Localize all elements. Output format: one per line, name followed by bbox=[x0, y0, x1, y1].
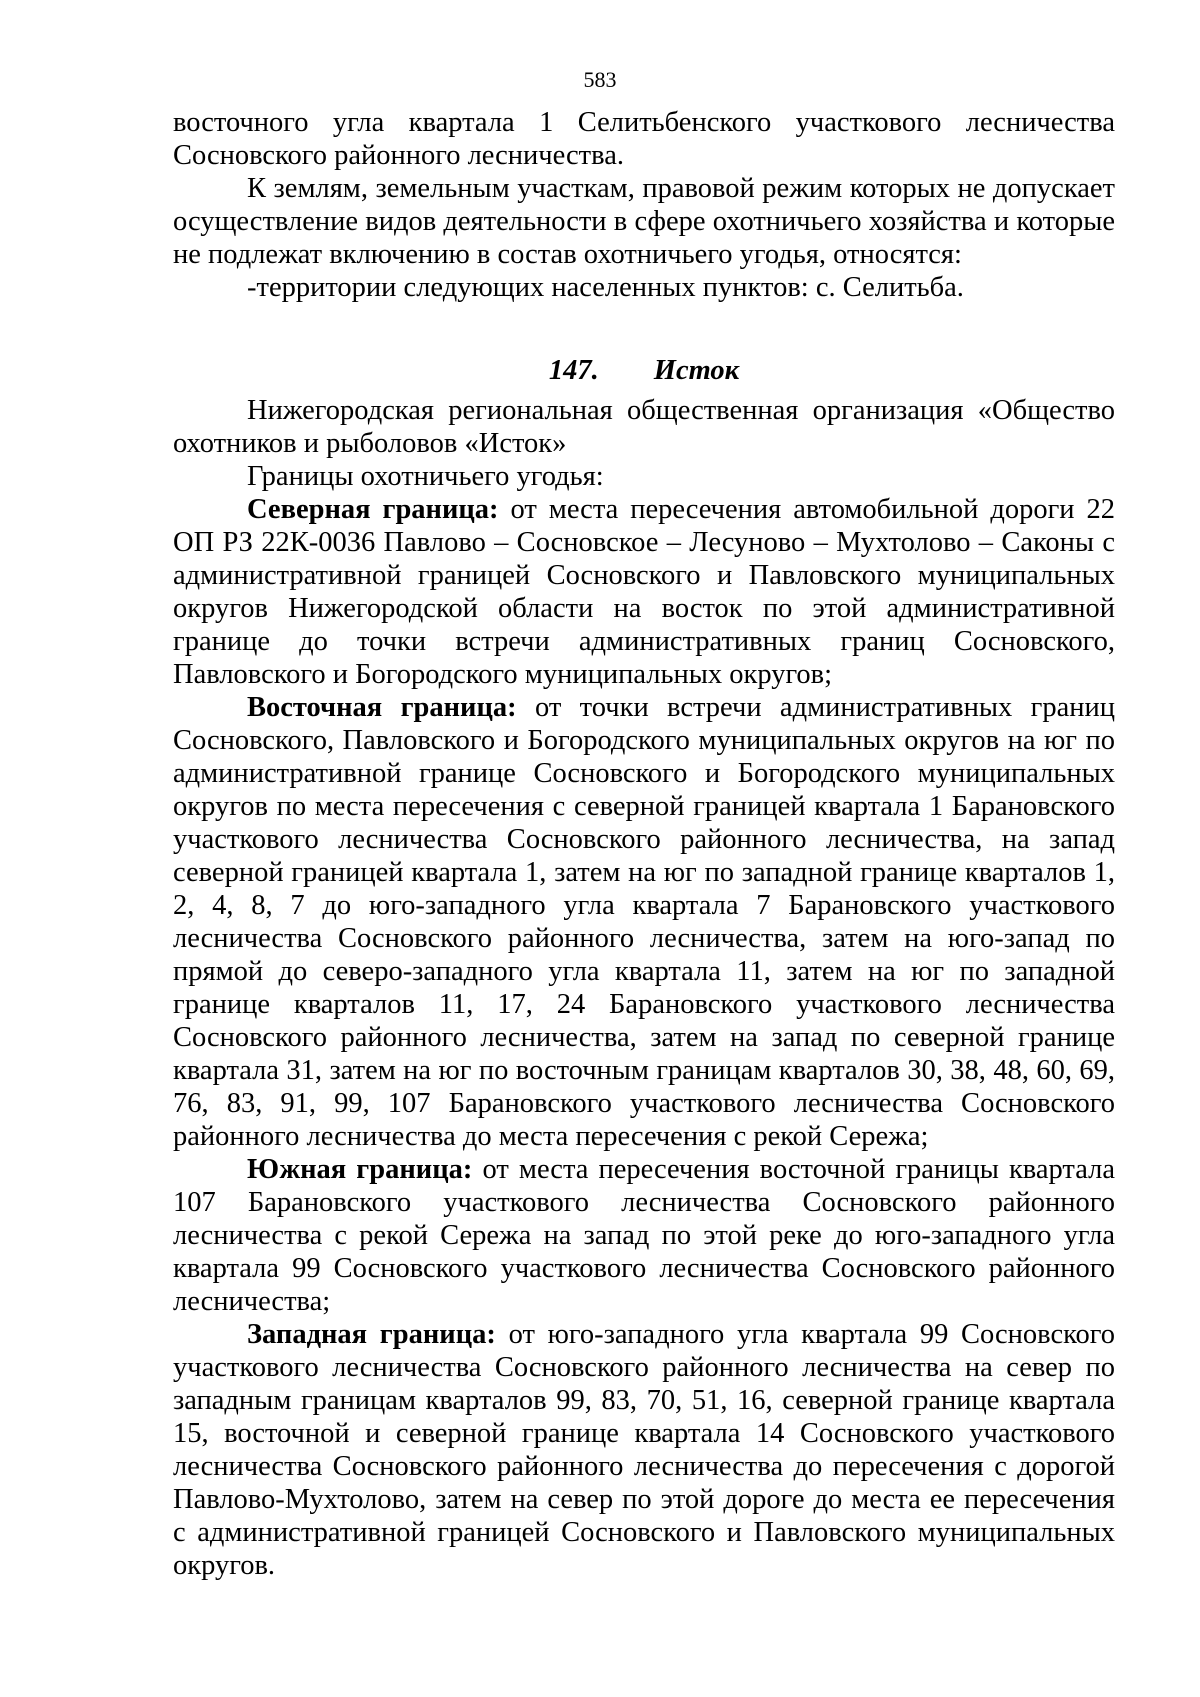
intro-paragraph-1: восточного угла квартала 1 Селитьбенского участкового лесничества Сосновского районного лесничества. bbox=[173, 107, 1115, 171]
section-heading bbox=[173, 354, 1115, 387]
north-boundary-label: Северная граница: bbox=[247, 494, 499, 525]
south-boundary-paragraph bbox=[173, 1153, 1115, 1318]
intro-paragraph-2: К землям, земельным участкам, правовой режим которых не допускает осуществление видов деятельности в сфере охотничьего хозяйства и которые не подлежат включению в состав охотничьего угодья, относятся: bbox=[173, 173, 1115, 270]
section-title: Исток bbox=[653, 355, 740, 386]
west-boundary-label: Западная граница: bbox=[247, 1319, 496, 1350]
intro-paragraph-3: -территории следующих населенных пунктов: с. Селитьба. bbox=[247, 272, 964, 303]
east-boundary-label: Восточная граница: bbox=[247, 692, 517, 723]
section-number: 147. bbox=[548, 355, 599, 386]
east-boundary-text: от точки встречи административных границ Сосновского, Павловского и Богородского муниципальных округов на юг по административной границе Сосновского и Богородского муниципальных округов по места пересечения с северной границей квартала 1 Барановского участкового лесничества Сосновского районного лесничества, на запад северной границей квартала 1, затем на юг по западной границе кварталов 1, 2, 4, 8, 7 до юго-западного угла квартала 7 Барановского участкового лесничества Сосновского районного лесничества, затем на юго-запад по прямой до северо-западного угла квартала 11, затем на юг по западной границе кварталов 11, 17, 24 Барановского участкового лесничества Сосновского районного лесничества, затем на запад по северной границе квартала 31, затем на юг по восточным границам кварталов 30, 38, 48, 60, 69, 76, 83, 91, 99, 107 Барановского участкового лесничества Сосновского районного лесничества до места пересечения с рекой Сережа; bbox=[173, 692, 1115, 1152]
document-body bbox=[173, 106, 1115, 1582]
north-boundary-text: от места пересечения автомобильной дороги 22 ОП РЗ 22К-0036 Павлово – Сосновское – Лесуново – Мухтолово – Саконы с административной границей Сосновского и Павловского муниципальных округов Нижегородской области на восток по этой административной границе до точки встречи административных границ Сосновского, Павловского и Богородского муниципальных округов; bbox=[173, 494, 1115, 690]
west-boundary-text: от юго-западного угла квартала 99 Сосновского участкового лесничества Сосновского районного лесничества на север по западным границам кварталов 99, 83, 70, 51, 16, северной границе квартала 15, восточной и северной границе квартала 14 Сосновского участкового лесничества Сосновского районного лесничества до пересечения с дорогой Павлово-Мухтолово, затем на север по этой дороге до места ее пересечения с административной границей Сосновского и Павловского муниципальных округов. bbox=[173, 1319, 1115, 1581]
south-boundary-text: от места пересечения восточной границы квартала 107 Барановского участкового лесничества Сосновского районного лесничества с рекой Сережа на запад по этой реке до юго-западного угла квартала 99 Сосновского участкового лесничества Сосновского районного лесничества; bbox=[173, 1154, 1115, 1317]
east-boundary-paragraph bbox=[173, 691, 1115, 1153]
west-boundary-paragraph bbox=[173, 1318, 1115, 1582]
south-boundary-label: Южная граница: bbox=[247, 1154, 473, 1185]
page-number: 583 bbox=[583, 67, 617, 92]
boundaries-heading: Границы охотничьего угодья: bbox=[247, 461, 604, 492]
north-boundary-paragraph bbox=[173, 493, 1115, 691]
organization-name: Нижегородская региональная общественная организация «Общество охотников и рыболовов «Исток» bbox=[173, 395, 1115, 459]
